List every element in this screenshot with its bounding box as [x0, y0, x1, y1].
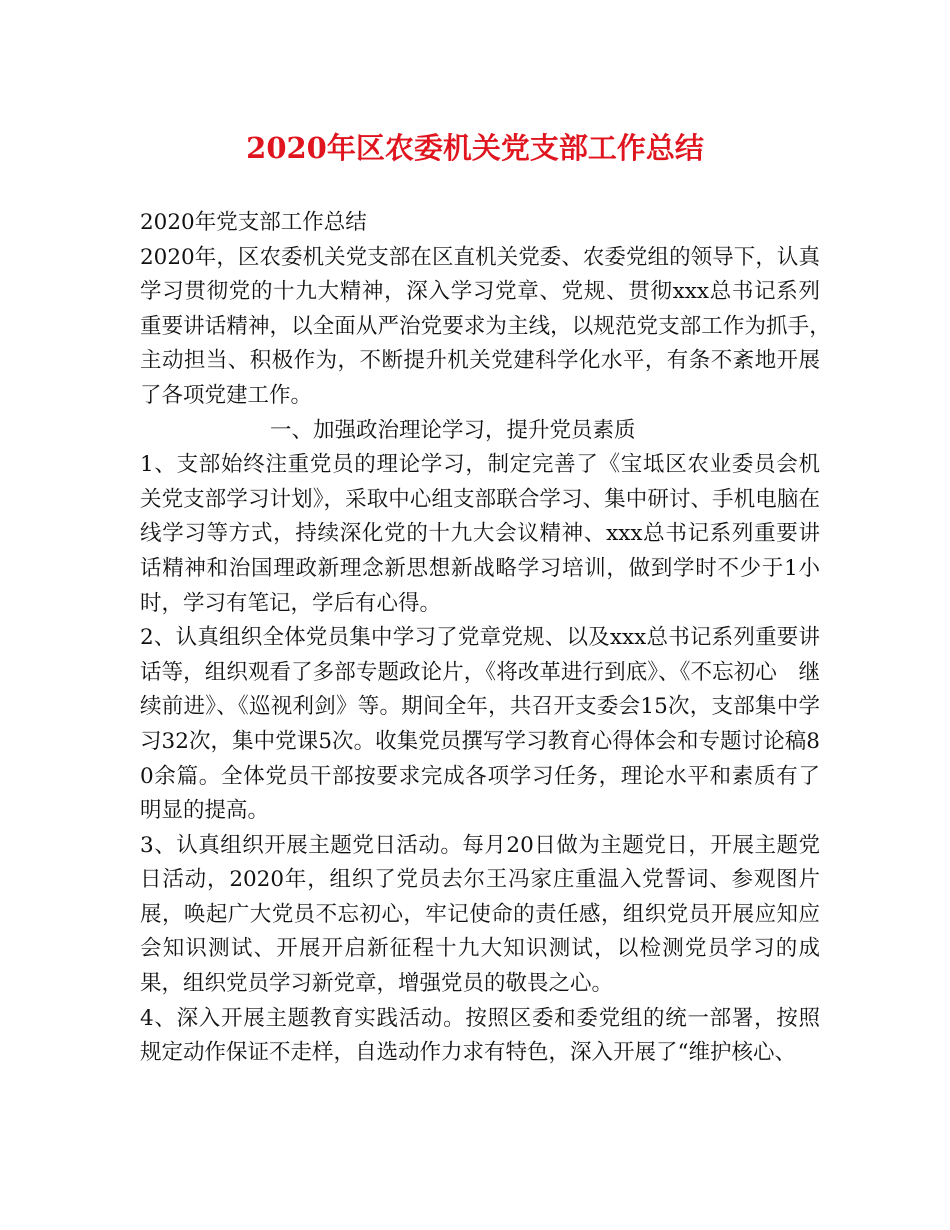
paragraph-item-1: 1、支部始终注重党员的理论学习，制定完善了《宝坻区农业委员会机关党支部学习计划》，采取中心组支部联合学习、集中研讨、手机电脑在线学习等方式，持续深化党的十九大会议精神、xxx总书记系列重要讲话精神和治国理政新理念新思想新战略学习培训，做到学时不少于1小时，学习有笔记，学后有心得。 — [140, 452, 820, 616]
paragraph-item-3: 3、认真组织开展主题党日活动。每月20日做为主题党日，开展主题党日活动，2020年，组织了党员去尔王冯家庄重温入党誓词、参观图片展，唤起广大党员不忘初心，牢记使命的责任感，组织党员开展应知应会知识测试、开展开启新征程十九大知识测试，以检测党员学习的成果，组织党员学习新党章，增强党员的敬畏之心。 — [140, 832, 820, 997]
paragraph-subtitle: 2020年党支部工作总结 — [140, 210, 367, 235]
paragraph-intro: 2020年，区农委机关党支部在区直机关党委、农委党组的领导下，认真学习贯彻党的十九大精神，深入学习党章、党规、贯彻xxx总书记系列重要讲话精神，以全面从严治党要求为主线，以规范党支部工作为抓手， 主动担当、积极作为，不断提升机关党建科学化水平，有条不紊地开展了各项党建工作。 — [140, 244, 842, 408]
paragraph-item-4: 4、深入开展主题教育实践活动。按照区委和委党组的统一部署，按照规定动作保证不走样，自选动作力求有特色，深入开展了“维护核心、 — [140, 1005, 820, 1066]
paragraph-item-2: 2、认真组织全体党员集中学习了党章党规、以及xxx总书记系列重要讲话等，组织观看了多部专题政论片，《将改革进行到底》、《不忘初心 继续前进》、《巡视利剑》等。期间全年，共召开支委会15次，支部集中学习32次，集中党课5次。收集党员撰写学习教育心得体会和专题讨论稿80余篇。全体党员干部按要求完成各项学习任务，理论水平和素质有了明显的提高。 — [140, 625, 820, 824]
section-heading-1: 一、加强政治理论学习，提升党员素质 — [270, 417, 636, 443]
document-body — [140, 206, 842, 1071]
document-title: 2020年区农委机关党支部工作总结 — [246, 131, 704, 165]
